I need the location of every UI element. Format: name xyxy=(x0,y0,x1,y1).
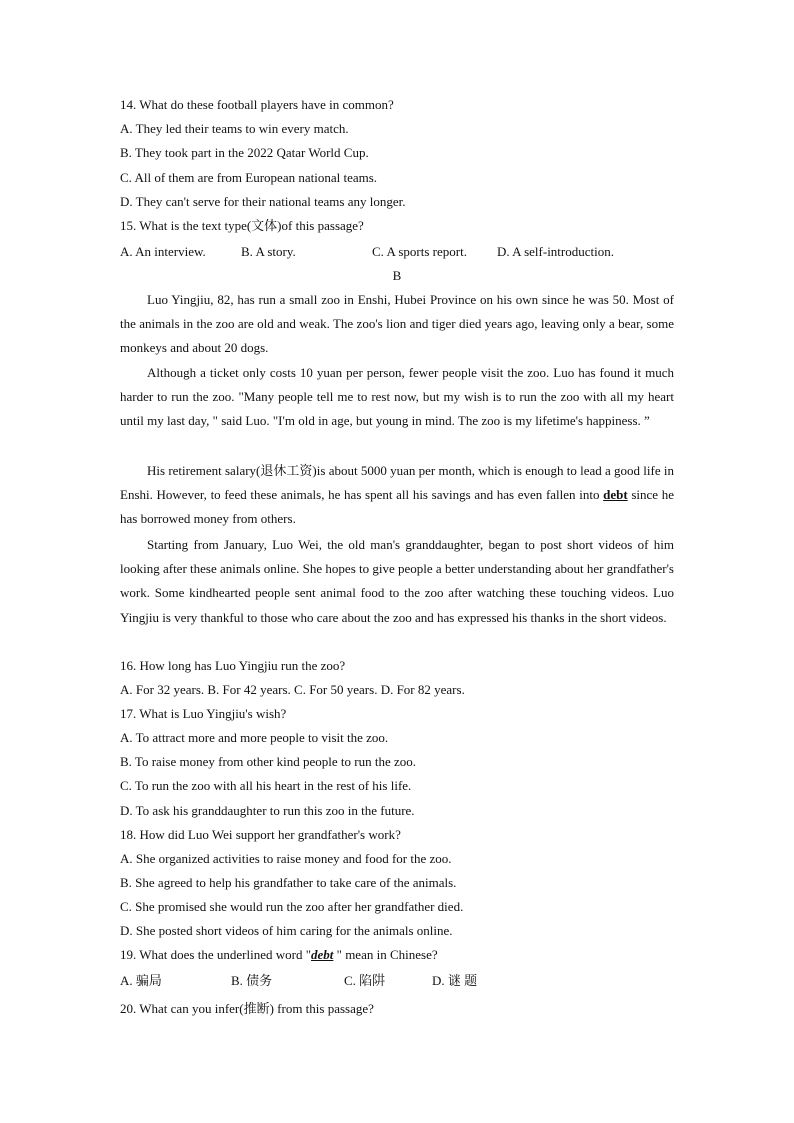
q18-option-c: C. She promised she would run the zoo after her grandfather died. xyxy=(120,899,464,914)
q17-option-b: B. To raise money from other kind people to run the zoo. xyxy=(120,754,416,769)
q17-option-d: D. To ask his granddaughter to run this zoo in the future. xyxy=(120,803,415,818)
p3-text-after: since he has borrowed money from others. xyxy=(120,487,675,527)
underlined-word-debt: debt xyxy=(603,487,628,503)
q15-option-c: C. A sports report. xyxy=(372,244,467,259)
q19-underlined-word: debt xyxy=(311,947,334,962)
section-heading: B xyxy=(392,268,402,283)
q19-question xyxy=(120,947,438,963)
q18-option-b: B. She agreed to help his grandfather to take care of the animals. xyxy=(120,875,457,890)
q19-option-c: C. 陷阱 xyxy=(344,973,386,988)
passage-paragraph-4: Starting from January, Luo Wei, the old man's granddaughter, began to post short videos of him looking after these animals online. She hopes to give people a better understanding about her grandfather's work. Some kindhearted people sent animal food to the zoo after watching these touching videos. Luo Yingjiu is very thankful to those who care about the zoo and has expressed his thanks in the short videos. xyxy=(120,537,674,625)
q14-option-b: B. They took part in the 2022 Qatar World Cup. xyxy=(120,145,369,160)
q19-option-a: A. 骗局 xyxy=(120,973,162,988)
q18-option-a: A. She organized activities to raise money and food for the zoo. xyxy=(120,851,452,866)
q15-option-a: A. An interview. xyxy=(120,244,206,259)
q16-options: A. For 32 years. B. For 42 years. C. For 50 years. D. For 82 years. xyxy=(120,682,465,697)
q15-question: 15. What is the text type(文体)of this passage? xyxy=(120,218,364,233)
q15-options xyxy=(120,244,614,260)
q17-option-a: A. To attract more and more people to visit the zoo. xyxy=(120,730,389,745)
q18-question: 18. How did Luo Wei support her grandfather's work? xyxy=(120,827,401,842)
q15-option-b: B. A story. xyxy=(241,244,296,259)
q19-text-after: " mean in Chinese? xyxy=(333,947,438,962)
q19-text-before: 19. What does the underlined word " xyxy=(120,947,311,962)
q19-option-b: B. 债务 xyxy=(231,973,273,988)
q17-question: 17. What is Luo Yingjiu's wish? xyxy=(120,706,287,721)
q17-option-c: C. To run the zoo with all his heart in the rest of his life. xyxy=(120,778,412,793)
p3-text-before: His retirement salary(退休工资)is about 5000 yuan per month, which is enough to lead a good life in Enshi. However, to feed these animals, he has spent all his savings and has even fallen into xyxy=(120,463,674,503)
q19-options xyxy=(120,973,477,989)
q16-question: 16. How long has Luo Yingjiu run the zoo? xyxy=(120,658,346,673)
q14-option-a: A. They led their teams to win every match. xyxy=(120,121,349,136)
q14-question: 14. What do these football players have in common? xyxy=(120,97,394,112)
passage-paragraph-3 xyxy=(120,459,674,532)
q20-question: 20. What can you infer(推断) from this passage? xyxy=(120,1001,374,1016)
q15-option-d: D. A self-introduction. xyxy=(497,244,614,259)
q18-option-d: D. She posted short videos of him caring for the animals online. xyxy=(120,923,453,938)
q14-option-d: D. They can't serve for their national teams any longer. xyxy=(120,194,406,209)
passage-paragraph-2: Although a ticket only costs 10 yuan per person, fewer people visit the zoo. Luo has found it much harder to run the zoo. "Many people tell me to rest now, but my wish is to run the zoo with all my heart until my last day, " said Luo. "I'm old in age, but young in mind. The zoo is my lifetime's happiness. ” xyxy=(120,365,674,429)
q14-option-c: C. All of them are from European national teams. xyxy=(120,170,378,185)
passage-paragraph-1: Luo Yingjiu, 82, has run a small zoo in Enshi, Hubei Province on his own since he was 50. Most of the animals in the zoo are old and weak. The zoo's lion and tiger died years ago, leaving only a bear, some monkeys and about 20 dogs. xyxy=(120,292,674,356)
q19-option-d: D. 谜 题 xyxy=(432,973,478,988)
